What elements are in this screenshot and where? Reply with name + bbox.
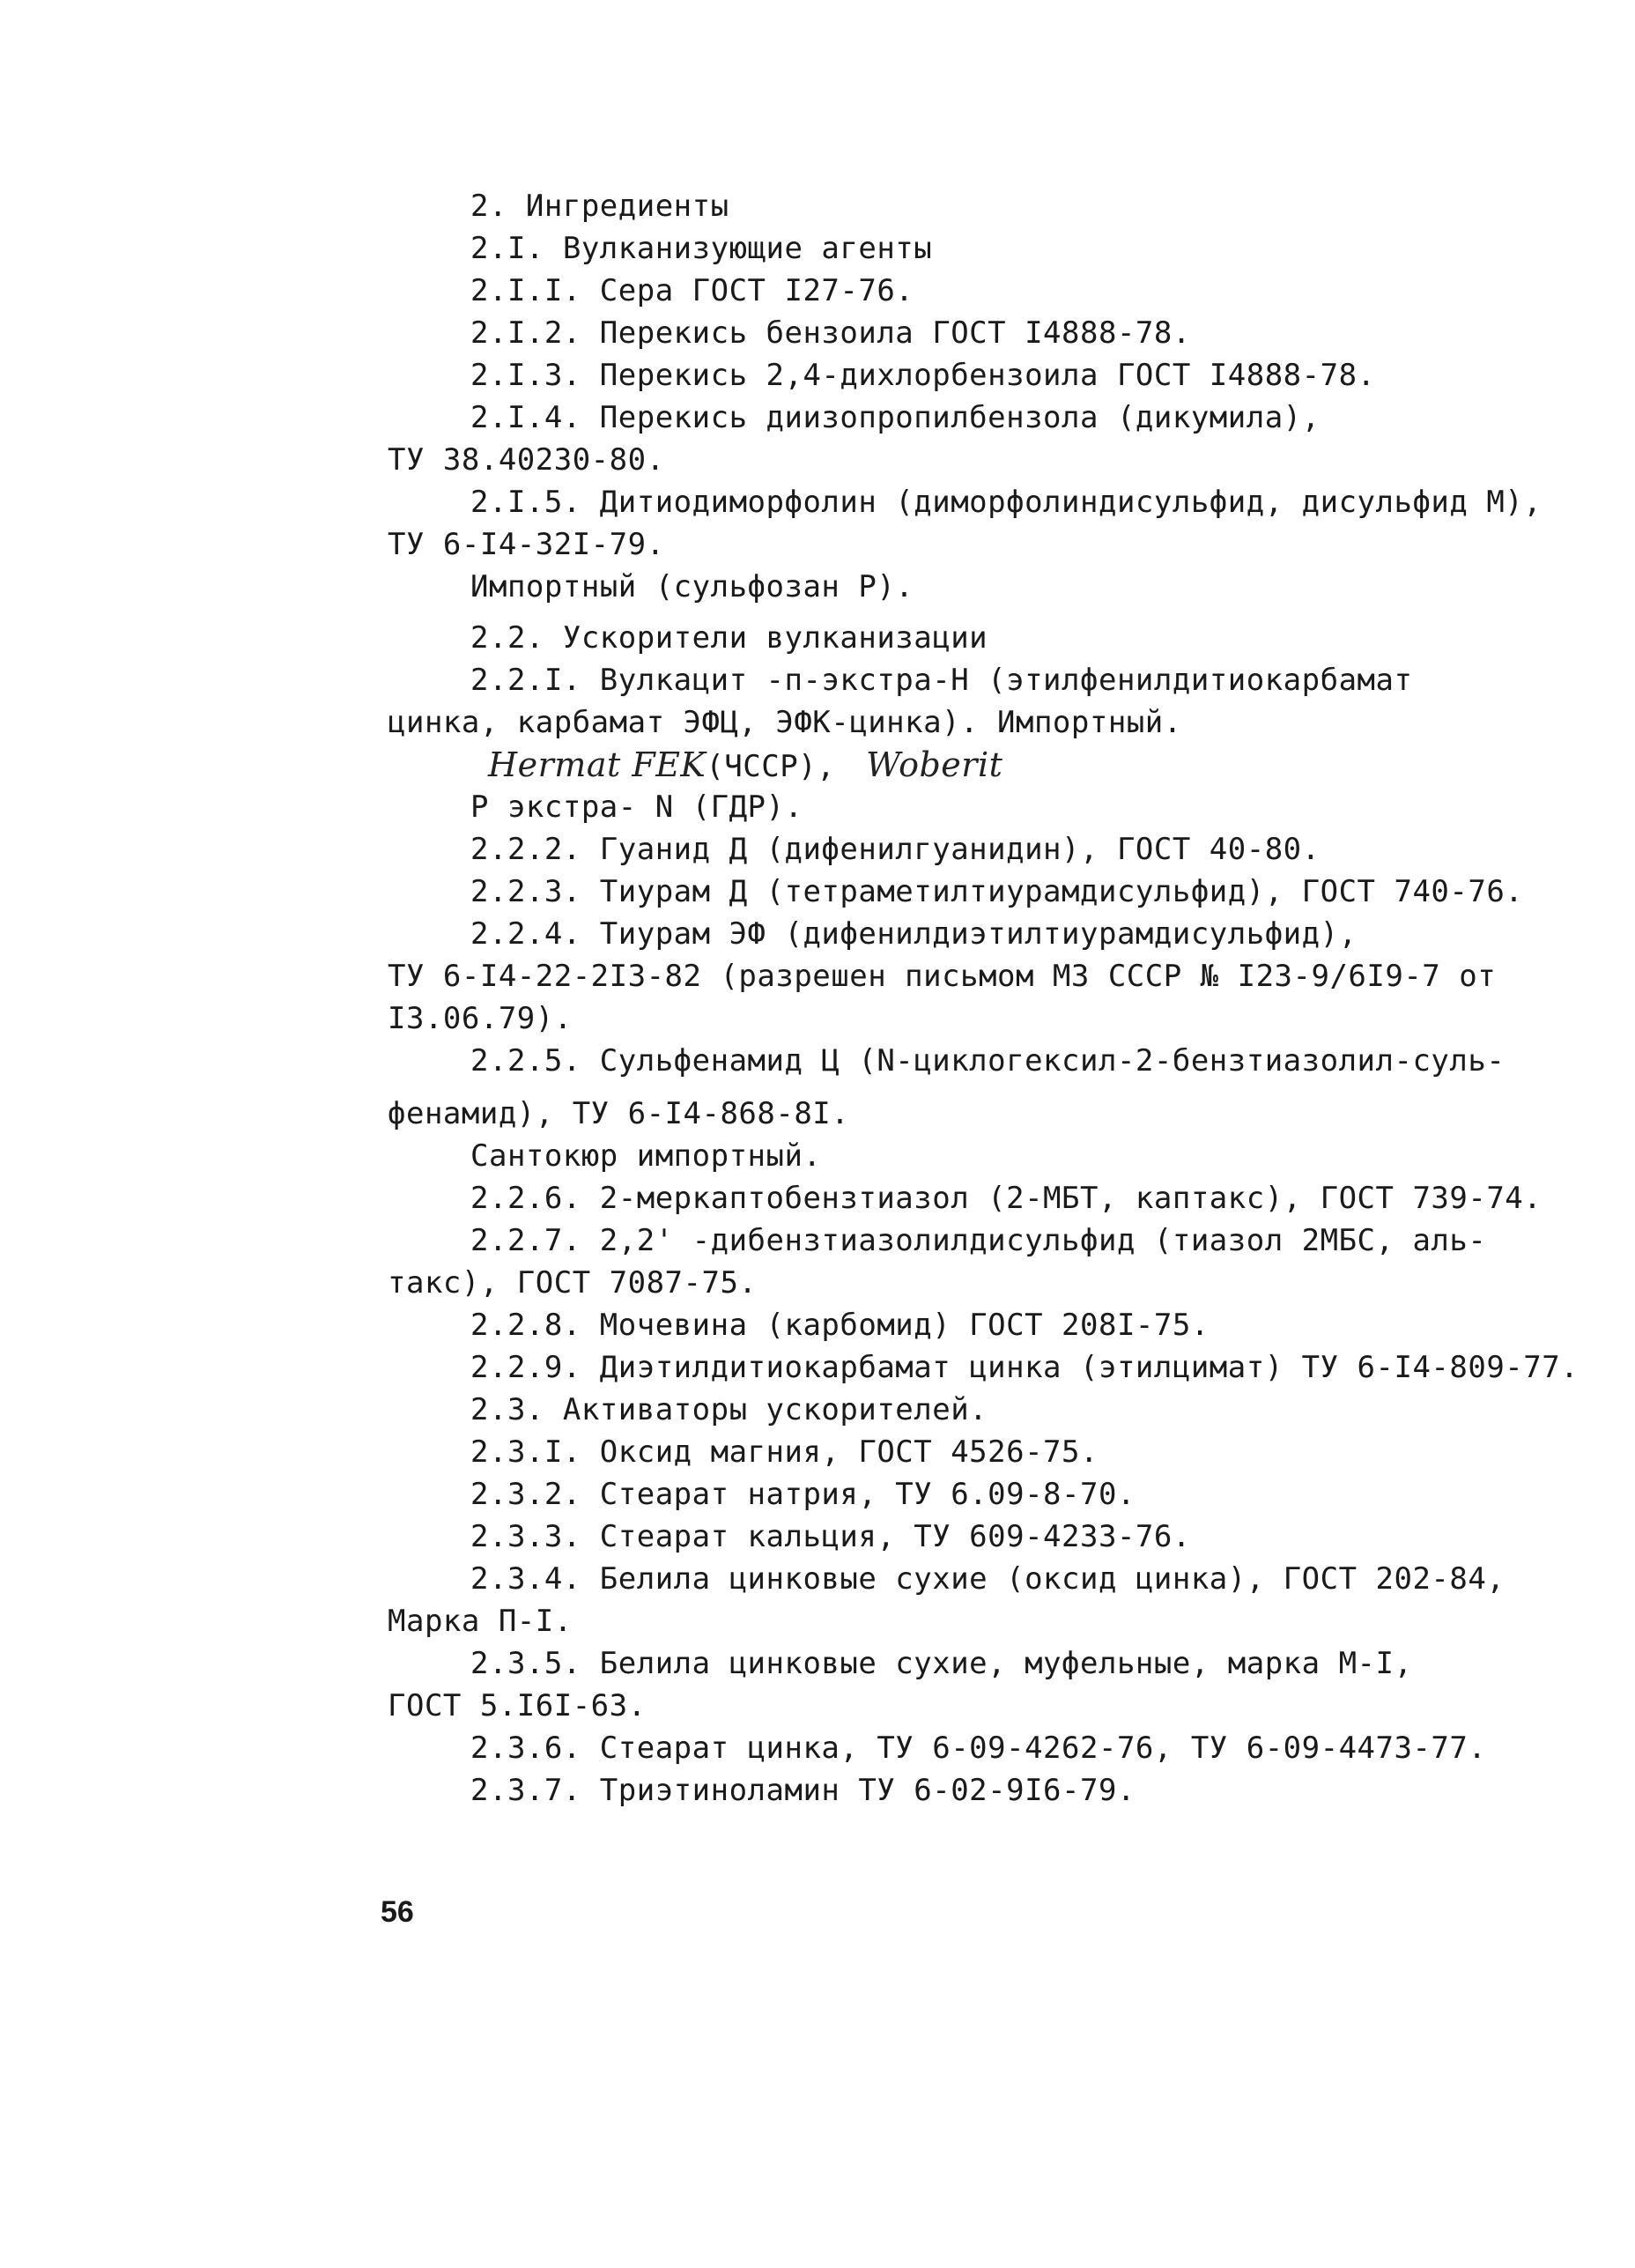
text-line: фенамид), ТУ 6-I4-868-8I. [388,1096,850,1131]
text-line: 2.3.3. Стеарат кальция, ТУ 609-4233-76. [470,1519,1191,1554]
text-line: I3.06.79). [388,1001,573,1036]
text-line: 2.3.7. Триэтиноламин ТУ 6-02-9I6-79. [470,1773,1136,1808]
text-line: ТУ 38.40230-80. [388,442,665,478]
text-line: 2.2.2. Гуанид Д (дифенилгуанидин), ГОСТ 40-80. [470,832,1321,867]
text-line: 2.2.5. Сульфенамид Ц (N-циклогексил-2-бензтиазолил-суль- [470,1043,1506,1078]
text-line: 2.I.2. Перекись бензоила ГОСТ I4888-78. [470,315,1191,351]
text-fragment: (ЧССР), [706,749,836,784]
text-line: Сантокюр импортный. [470,1138,822,1174]
text-line: 2.3.4. Белила цинковые сухие (оксид цинка), ГОСТ 202-84, [470,1561,1506,1597]
text-line: 2.2.7. 2,2' -дибензтиазолилдисульфид (тиазол 2МБС, аль- [470,1223,1487,1258]
subsection-heading: 2.3. Активаторы ускорителей. [470,1392,988,1427]
handwritten-woberit: Woberit [866,745,1003,784]
text-line: цинка, карбамат ЭФЦ, ЭФК-цинка). Импортный. [388,705,1182,740]
handwritten-hermat: Hermat FEK [488,745,707,784]
text-line: 2.I.3. Перекись 2,4-дихлорбензоила ГОСТ I4888-78. [470,358,1376,393]
text-line: 2.I.I. Сера ГОСТ I27-76. [470,273,914,308]
text-line: 2.3.2. Стеарат натрия, ТУ 6.09-8-70. [470,1477,1136,1512]
text-line: такс), ГОСТ 7087-75. [388,1265,758,1301]
text-line: 2.I.4. Перекись диизопропилбензола (дикумила), [470,400,1321,435]
text-line: 2.I.5. Дитиодиморфолин (диморфолиндисульфид, дисульфид М), [470,485,1543,520]
text-line: ТУ 6-I4-22-2I3-82 (разрешен письмом МЗ СССР № I23-9/6I9-7 от [388,959,1497,994]
text-line: 2.2.I. Вулкацит -п-экстра-Н (этилфенилдитиокарбамат [470,663,1413,698]
subsection-heading: 2.I. Вулканизующие агенты [470,231,933,266]
text-line: 2.2.8. Мочевина (карбомид) ГОСТ 208I-75. [470,1308,1210,1343]
text-line: Импортный (сульфозан Р). [470,569,914,604]
text-line: 2.2.3. Тиурам Д (тетраметилтиурамдисульфид), ГОСТ 740-76. [470,874,1524,909]
text-line: 2.3.6. Стеарат цинка, ТУ 6-09-4262-76, ТУ 6-09-4473-77. [470,1731,1487,1766]
text-line: 2.2.9. Диэтилдитиокарбамат цинка (этилцимат) ТУ 6-I4-809-77. [470,1350,1580,1385]
text-line: Р экстра- N (ГДР). [470,789,803,825]
text-line: ТУ 6-I4-32I-79. [388,527,665,562]
section-heading: 2. Ингредиенты [470,189,729,224]
handwritten-line [488,747,1002,784]
text-line: 2.3.5. Белила цинковые сухие, муфельные, марка М-I, [470,1646,1413,1681]
text-line: 2.2.6. 2-меркаптобензтиазол (2-МБТ, каптакс), ГОСТ 739-74. [470,1181,1543,1216]
page-number: 56 [381,1895,414,1929]
text-line: 2.3.I. Оксид магния, ГОСТ 4526-75. [470,1434,1099,1470]
subsection-heading: 2.2. Ускорители вулканизации [470,620,988,656]
text-line: ГОСТ 5.I6I-63. [388,1688,647,1723]
text-line: Марка П-I. [388,1604,573,1639]
text-line: 2.2.4. Тиурам ЭФ (дифенилдиэтилтиурамдисульфид), [470,916,1358,952]
